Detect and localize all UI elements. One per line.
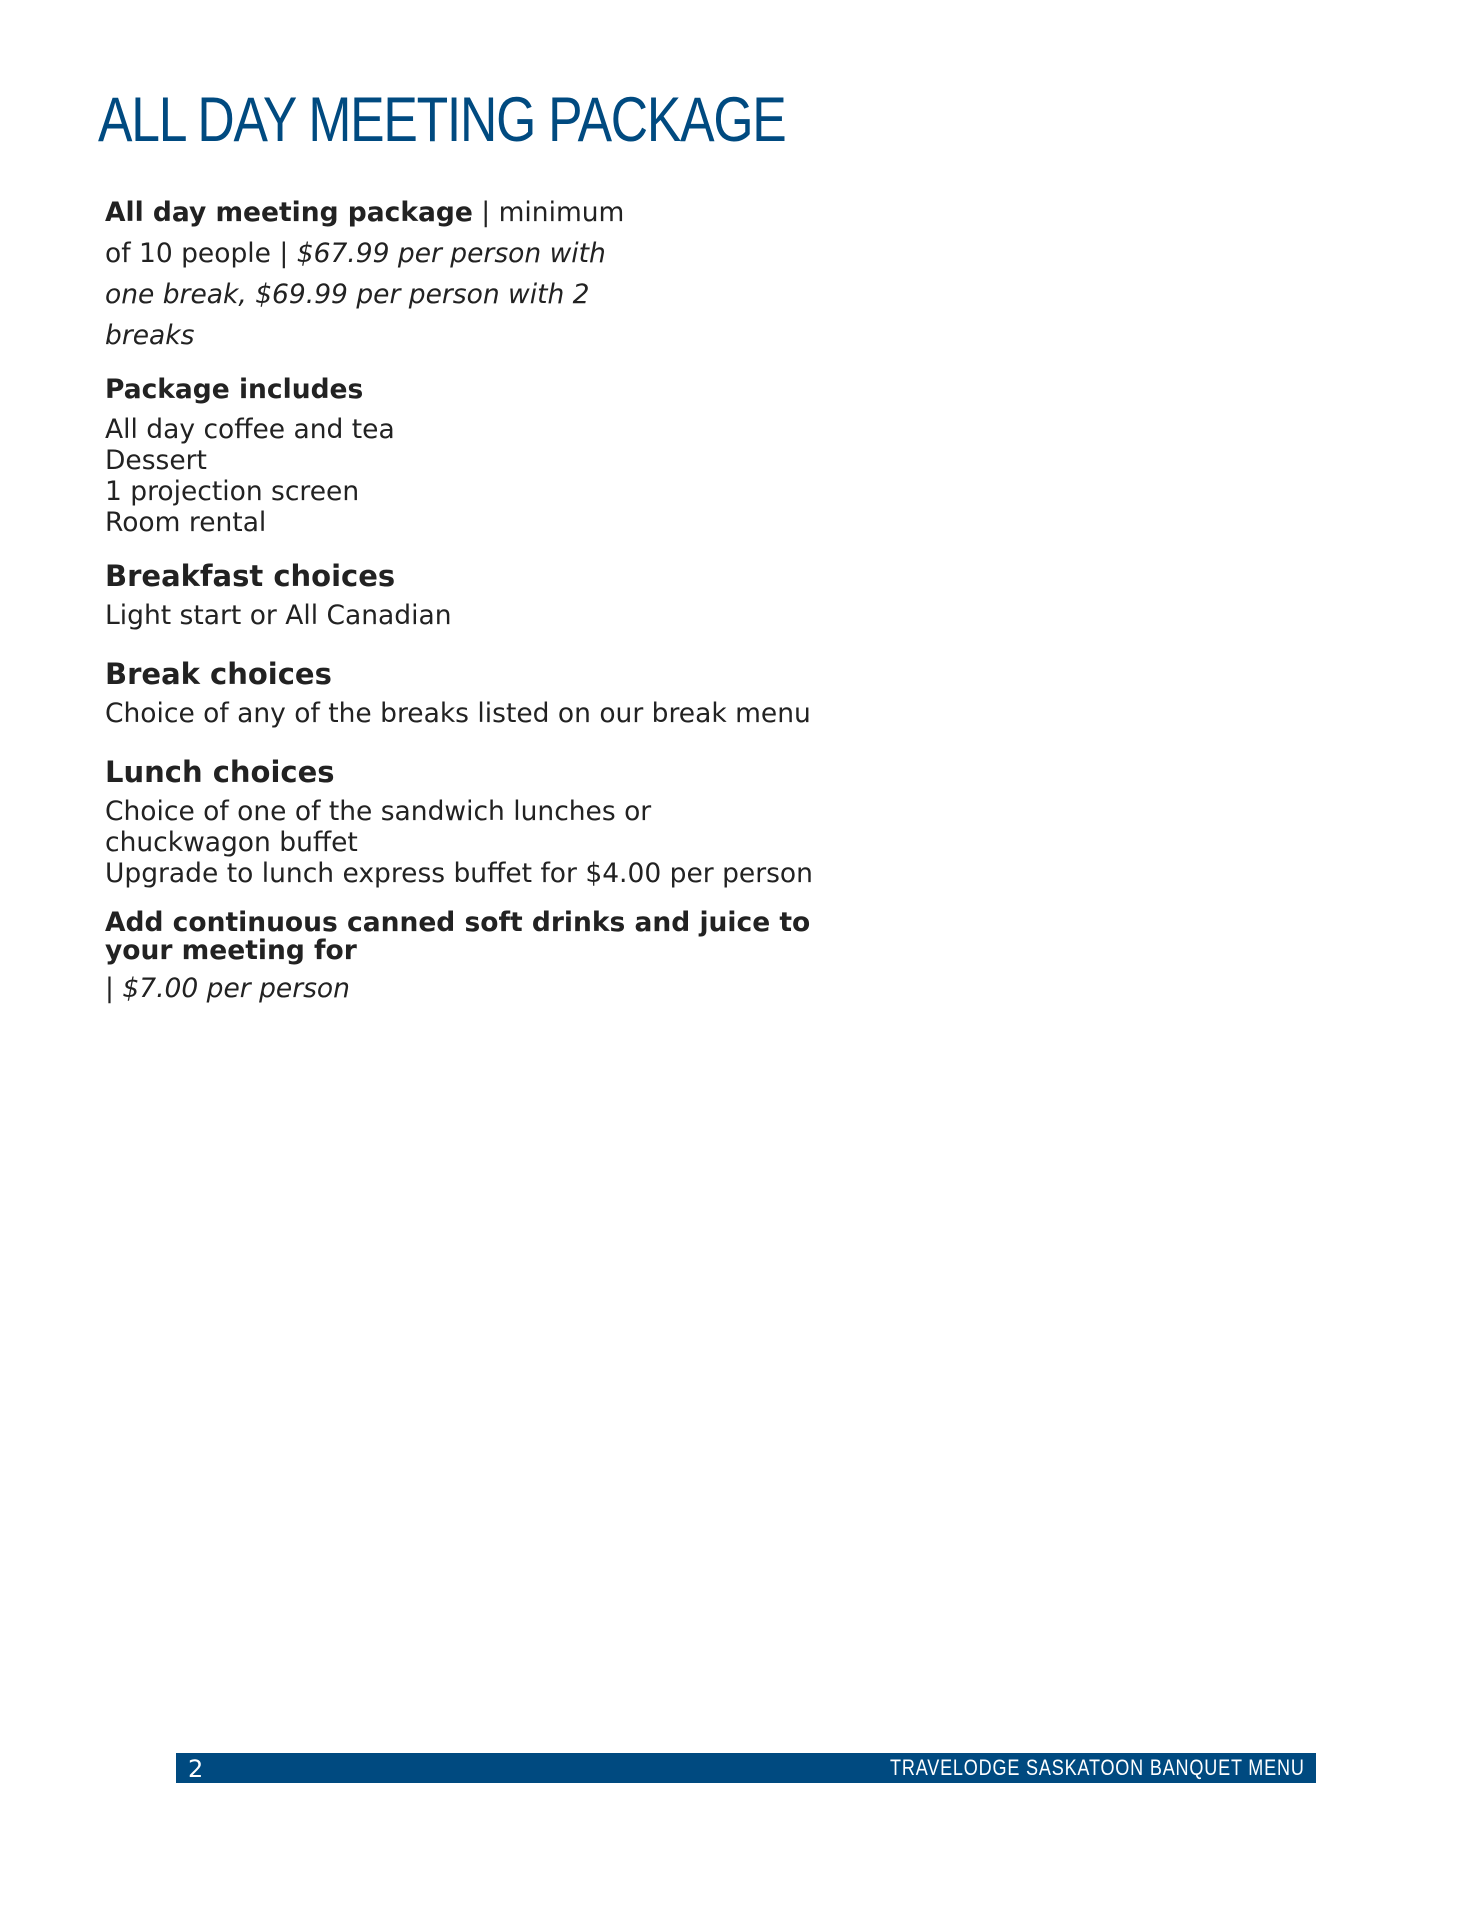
page-number: 2 (188, 1755, 204, 1783)
lunch-list (105, 796, 825, 889)
package-includes-list (105, 414, 825, 538)
breakfast-text: Light start or All Canadian (105, 600, 452, 631)
package-includes-section (105, 374, 825, 538)
drinks-section (105, 909, 825, 1004)
minimum-people: | minimum of 10 people | (105, 197, 625, 269)
list-item: All day coffee and tea (105, 414, 395, 445)
break-section (105, 656, 825, 729)
breakfast-section (105, 558, 825, 631)
package-price: $67.99 per person with one break, $69.99 per person with 2 breaks (105, 238, 606, 351)
list-item: Room rental (105, 507, 267, 538)
package-name: All day meeting package (105, 197, 473, 228)
break-text: Choice of any of the breaks listed on our break menu (105, 698, 811, 729)
footer-bar (176, 1753, 1316, 1783)
footer-title: TRAVELODGE SASKATOON BANQUET MENU (890, 1755, 1305, 1780)
list-item: Upgrade to lunch express buffet for $4.00 per person (105, 858, 813, 889)
package-includes-heading: Package includes (105, 374, 364, 405)
page-title: ALL DAY MEETING PACKAGE (98, 85, 786, 155)
breakfast-heading: Breakfast choices (105, 559, 396, 593)
lunch-heading: Lunch choices (105, 755, 335, 789)
list-item: Dessert (105, 445, 207, 476)
list-item: 1 projection screen (105, 476, 360, 507)
drinks-price: | $7.00 per person (105, 973, 350, 1004)
menu-content (105, 192, 825, 1029)
lunch-section (105, 754, 825, 889)
break-heading: Break choices (105, 657, 332, 691)
list-item: Choice of one of the sandwich lunches or chuckwagon buffet (105, 796, 652, 858)
drinks-heading: Add continuous canned soft drinks and juice to your meeting for (105, 907, 811, 966)
package-intro (105, 192, 625, 356)
